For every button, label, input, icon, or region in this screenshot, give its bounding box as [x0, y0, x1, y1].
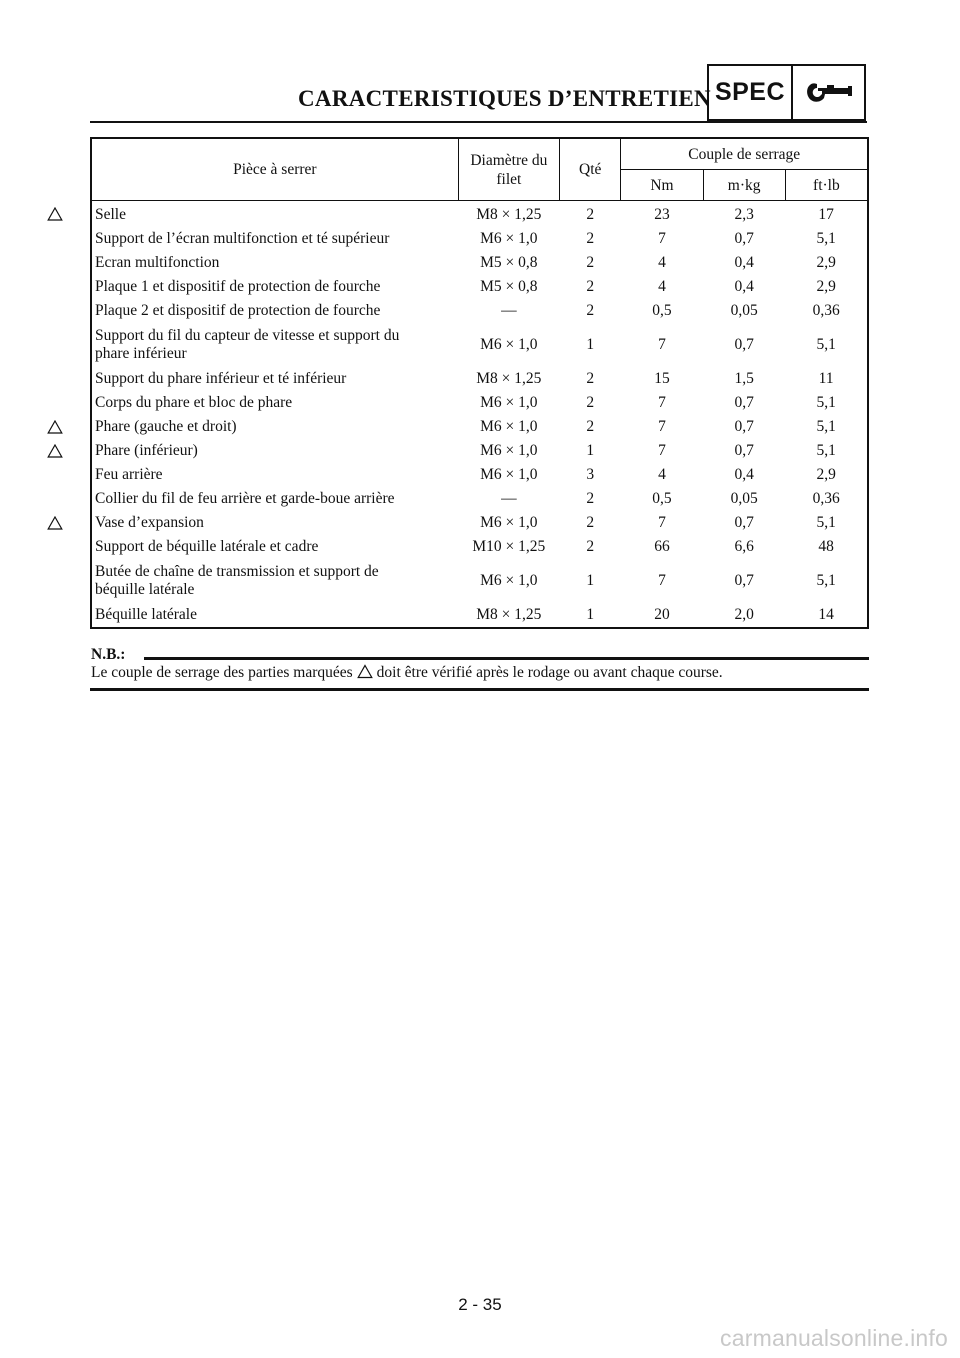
cell-mkg: 0,7 [734, 418, 754, 435]
cell-part: Support de béquille latérale et cadre [95, 538, 319, 555]
cell-ftlb: 14 [818, 606, 834, 623]
table-row [91, 463, 868, 487]
cell-nm: 7 [658, 418, 666, 435]
table-row [91, 201, 868, 228]
cell-ftlb: 5,1 [816, 442, 836, 459]
cell-part: Béquille latérale [95, 606, 197, 623]
cell-diameter: M5 × 0,8 [480, 254, 538, 271]
cell-qty: 2 [586, 490, 595, 507]
table-row [91, 299, 868, 323]
triangle-marker-icon [47, 207, 63, 221]
spec-badge [707, 64, 866, 121]
note-text-after: doit être vérifié après le rodage ou avant chaque course. [376, 664, 723, 681]
cell-mkg: 0,7 [734, 442, 754, 459]
cell-nm: 7 [658, 442, 666, 459]
table-row [91, 439, 868, 463]
table-row [91, 415, 868, 439]
cell-nm: 4 [658, 278, 666, 295]
cell-nm: 7 [658, 394, 666, 411]
cell-ftlb: 11 [818, 370, 834, 387]
cell-ftlb: 5,1 [816, 572, 836, 589]
cell-ftlb: 2,9 [816, 466, 836, 483]
cell-ftlb: 0,36 [812, 302, 840, 319]
header-diameter [458, 138, 559, 201]
cell-qty: 2 [586, 254, 595, 271]
cell-ftlb: 2,9 [816, 254, 836, 271]
cell-part: Support de l’écran multifonction et té supérieur [95, 230, 390, 247]
cell-qty: 2 [586, 302, 595, 319]
cell-qty: 2 [586, 418, 595, 435]
cell-mkg: 0,4 [734, 278, 754, 295]
cell-diameter: M6 × 1,0 [480, 336, 538, 353]
cell-qty: 2 [586, 278, 595, 295]
table-row [91, 367, 868, 391]
spec-label: SPEC [709, 66, 793, 119]
cell-nm: 4 [658, 254, 666, 271]
cell-part: Phare (gauche et droit) [95, 418, 237, 435]
cell-nm: 7 [658, 336, 666, 353]
note-label: N.B.: [91, 646, 126, 663]
cell-ftlb: 5,1 [816, 514, 836, 531]
cell-mkg: 0,4 [734, 254, 754, 271]
cell-diameter: M10 × 1,25 [472, 538, 546, 555]
cell-part: Plaque 1 et dispositif de protection de fourche [95, 278, 381, 295]
cell-nm: 4 [658, 466, 666, 483]
header-torque: Couple de serrage [621, 138, 868, 170]
cell-diameter: M6 × 1,0 [480, 572, 538, 589]
cell-qty: 2 [586, 230, 595, 247]
cell-part: Feu arrière [95, 466, 163, 483]
cell-ftlb: 48 [818, 538, 834, 555]
cell-part: Collier du fil de feu arrière et garde-boue arrière [95, 490, 395, 507]
table-body [91, 201, 868, 629]
cell-diameter: M8 × 1,25 [476, 370, 542, 387]
triangle-marker-icon [47, 444, 63, 458]
cell-qty: 1 [586, 606, 595, 623]
note-rule-top [144, 657, 869, 660]
cell-diameter: M6 × 1,0 [480, 230, 538, 247]
cell-diameter: M8 × 1,25 [476, 206, 542, 223]
cell-ftlb: 5,1 [816, 394, 836, 411]
cell-qty: 2 [586, 538, 595, 555]
cell-ftlb: 17 [818, 206, 834, 223]
cell-ftlb: 2,9 [816, 278, 836, 295]
cell-nm: 7 [658, 230, 666, 247]
cell-diameter: M8 × 1,25 [476, 606, 542, 623]
cell-part-line2: béquille latérale [95, 581, 195, 598]
table-row [91, 323, 868, 367]
cell-nm: 7 [658, 514, 666, 531]
cell-qty: 1 [586, 336, 595, 353]
cell-diameter: M6 × 1,0 [480, 466, 538, 483]
header-unit-nm: Nm [621, 170, 703, 201]
cell-part [91, 323, 458, 367]
cell-mkg: 2,0 [734, 606, 754, 623]
cell-nm: 0,5 [652, 302, 672, 319]
header-unit-ftlb: ft·lb [785, 170, 868, 201]
table-row [91, 559, 868, 603]
triangle-marker-icon [47, 516, 63, 530]
cell-qty: 2 [586, 370, 595, 387]
table-row [91, 603, 868, 628]
cell-ftlb: 5,1 [816, 230, 836, 247]
page-title: CARACTERISTIQUES D’ENTRETIEN [298, 86, 711, 111]
table-row [91, 511, 868, 535]
cell-diameter: M5 × 0,8 [480, 278, 538, 295]
cell-qty: 3 [586, 466, 595, 483]
wrench-icon [804, 80, 854, 106]
cell-mkg: 0,05 [730, 302, 758, 319]
cell-part [91, 559, 458, 603]
cell-mkg: 0,7 [734, 572, 754, 589]
cell-mkg: 0,7 [734, 336, 754, 353]
table-row [91, 251, 868, 275]
cell-part: Corps du phare et bloc de phare [95, 394, 293, 411]
cell-part: Phare (inférieur) [95, 442, 198, 459]
header-qty: Qté [560, 138, 621, 201]
cell-part: Support du phare inférieur et té inférieur [95, 370, 347, 387]
note-rule-bottom [90, 688, 869, 691]
cell-part-line1: Butée de chaîne de transmission et support de [95, 563, 379, 580]
cell-mkg: 0,7 [734, 394, 754, 411]
cell-mkg: 2,3 [734, 206, 754, 223]
cell-nm: 0,5 [652, 490, 672, 507]
cell-nm: 23 [654, 206, 670, 223]
cell-nm: 15 [654, 370, 670, 387]
cell-nm: 66 [654, 538, 670, 555]
note-text [91, 664, 723, 684]
cell-qty: 1 [586, 442, 595, 459]
page-number: 2 - 35 [458, 1295, 502, 1314]
cell-part: Vase d’expansion [95, 514, 204, 531]
cell-ftlb: 0,36 [812, 490, 840, 507]
watermark: carmanualsonline.info [720, 1325, 948, 1351]
cell-part-line1: Support du fil du capteur de vitesse et support du [95, 327, 400, 344]
cell-nm: 20 [654, 606, 670, 623]
cell-diameter: — [501, 302, 517, 319]
cell-mkg: 1,5 [734, 370, 754, 387]
cell-part-line2: phare inférieur [95, 345, 187, 362]
cell-qty: 1 [586, 572, 595, 589]
cell-mkg: 0,05 [730, 490, 758, 507]
torque-table [90, 137, 869, 629]
cell-mkg: 6,6 [734, 538, 754, 555]
cell-diameter: M6 × 1,0 [480, 418, 538, 435]
cell-qty: 2 [586, 514, 595, 531]
cell-diameter: M6 × 1,0 [480, 514, 538, 531]
cell-mkg: 0,7 [734, 514, 754, 531]
cell-ftlb: 5,1 [816, 418, 836, 435]
triangle-marker-icon [47, 420, 63, 434]
header-diameter-line2: filet [496, 170, 522, 188]
table-row [91, 487, 868, 511]
cell-nm: 7 [658, 572, 666, 589]
cell-diameter: M6 × 1,0 [480, 394, 538, 411]
cell-diameter: — [501, 490, 517, 507]
cell-part: Ecran multifonction [95, 254, 220, 271]
triangle-marker-icon [357, 664, 373, 684]
header-rule [90, 121, 867, 123]
table-row [91, 227, 868, 251]
cell-qty: 2 [586, 394, 595, 411]
cell-part: Selle [95, 206, 126, 223]
table-row [91, 535, 868, 559]
cell-diameter: M6 × 1,0 [480, 442, 538, 459]
cell-qty: 2 [586, 206, 595, 223]
cell-mkg: 0,7 [734, 230, 754, 247]
note-text-before: Le couple de serrage des parties marquées [91, 664, 353, 681]
table-row [91, 275, 868, 299]
cell-ftlb: 5,1 [816, 336, 836, 353]
table-row [91, 391, 868, 415]
header-unit-mkg: m·kg [703, 170, 785, 201]
header-diameter-line1: Diamètre du [470, 151, 548, 169]
header-part: Pièce à serrer [91, 138, 458, 201]
wrench-cell [793, 66, 864, 119]
cell-part: Plaque 2 et dispositif de protection de fourche [95, 302, 381, 319]
cell-mkg: 0,4 [734, 466, 754, 483]
